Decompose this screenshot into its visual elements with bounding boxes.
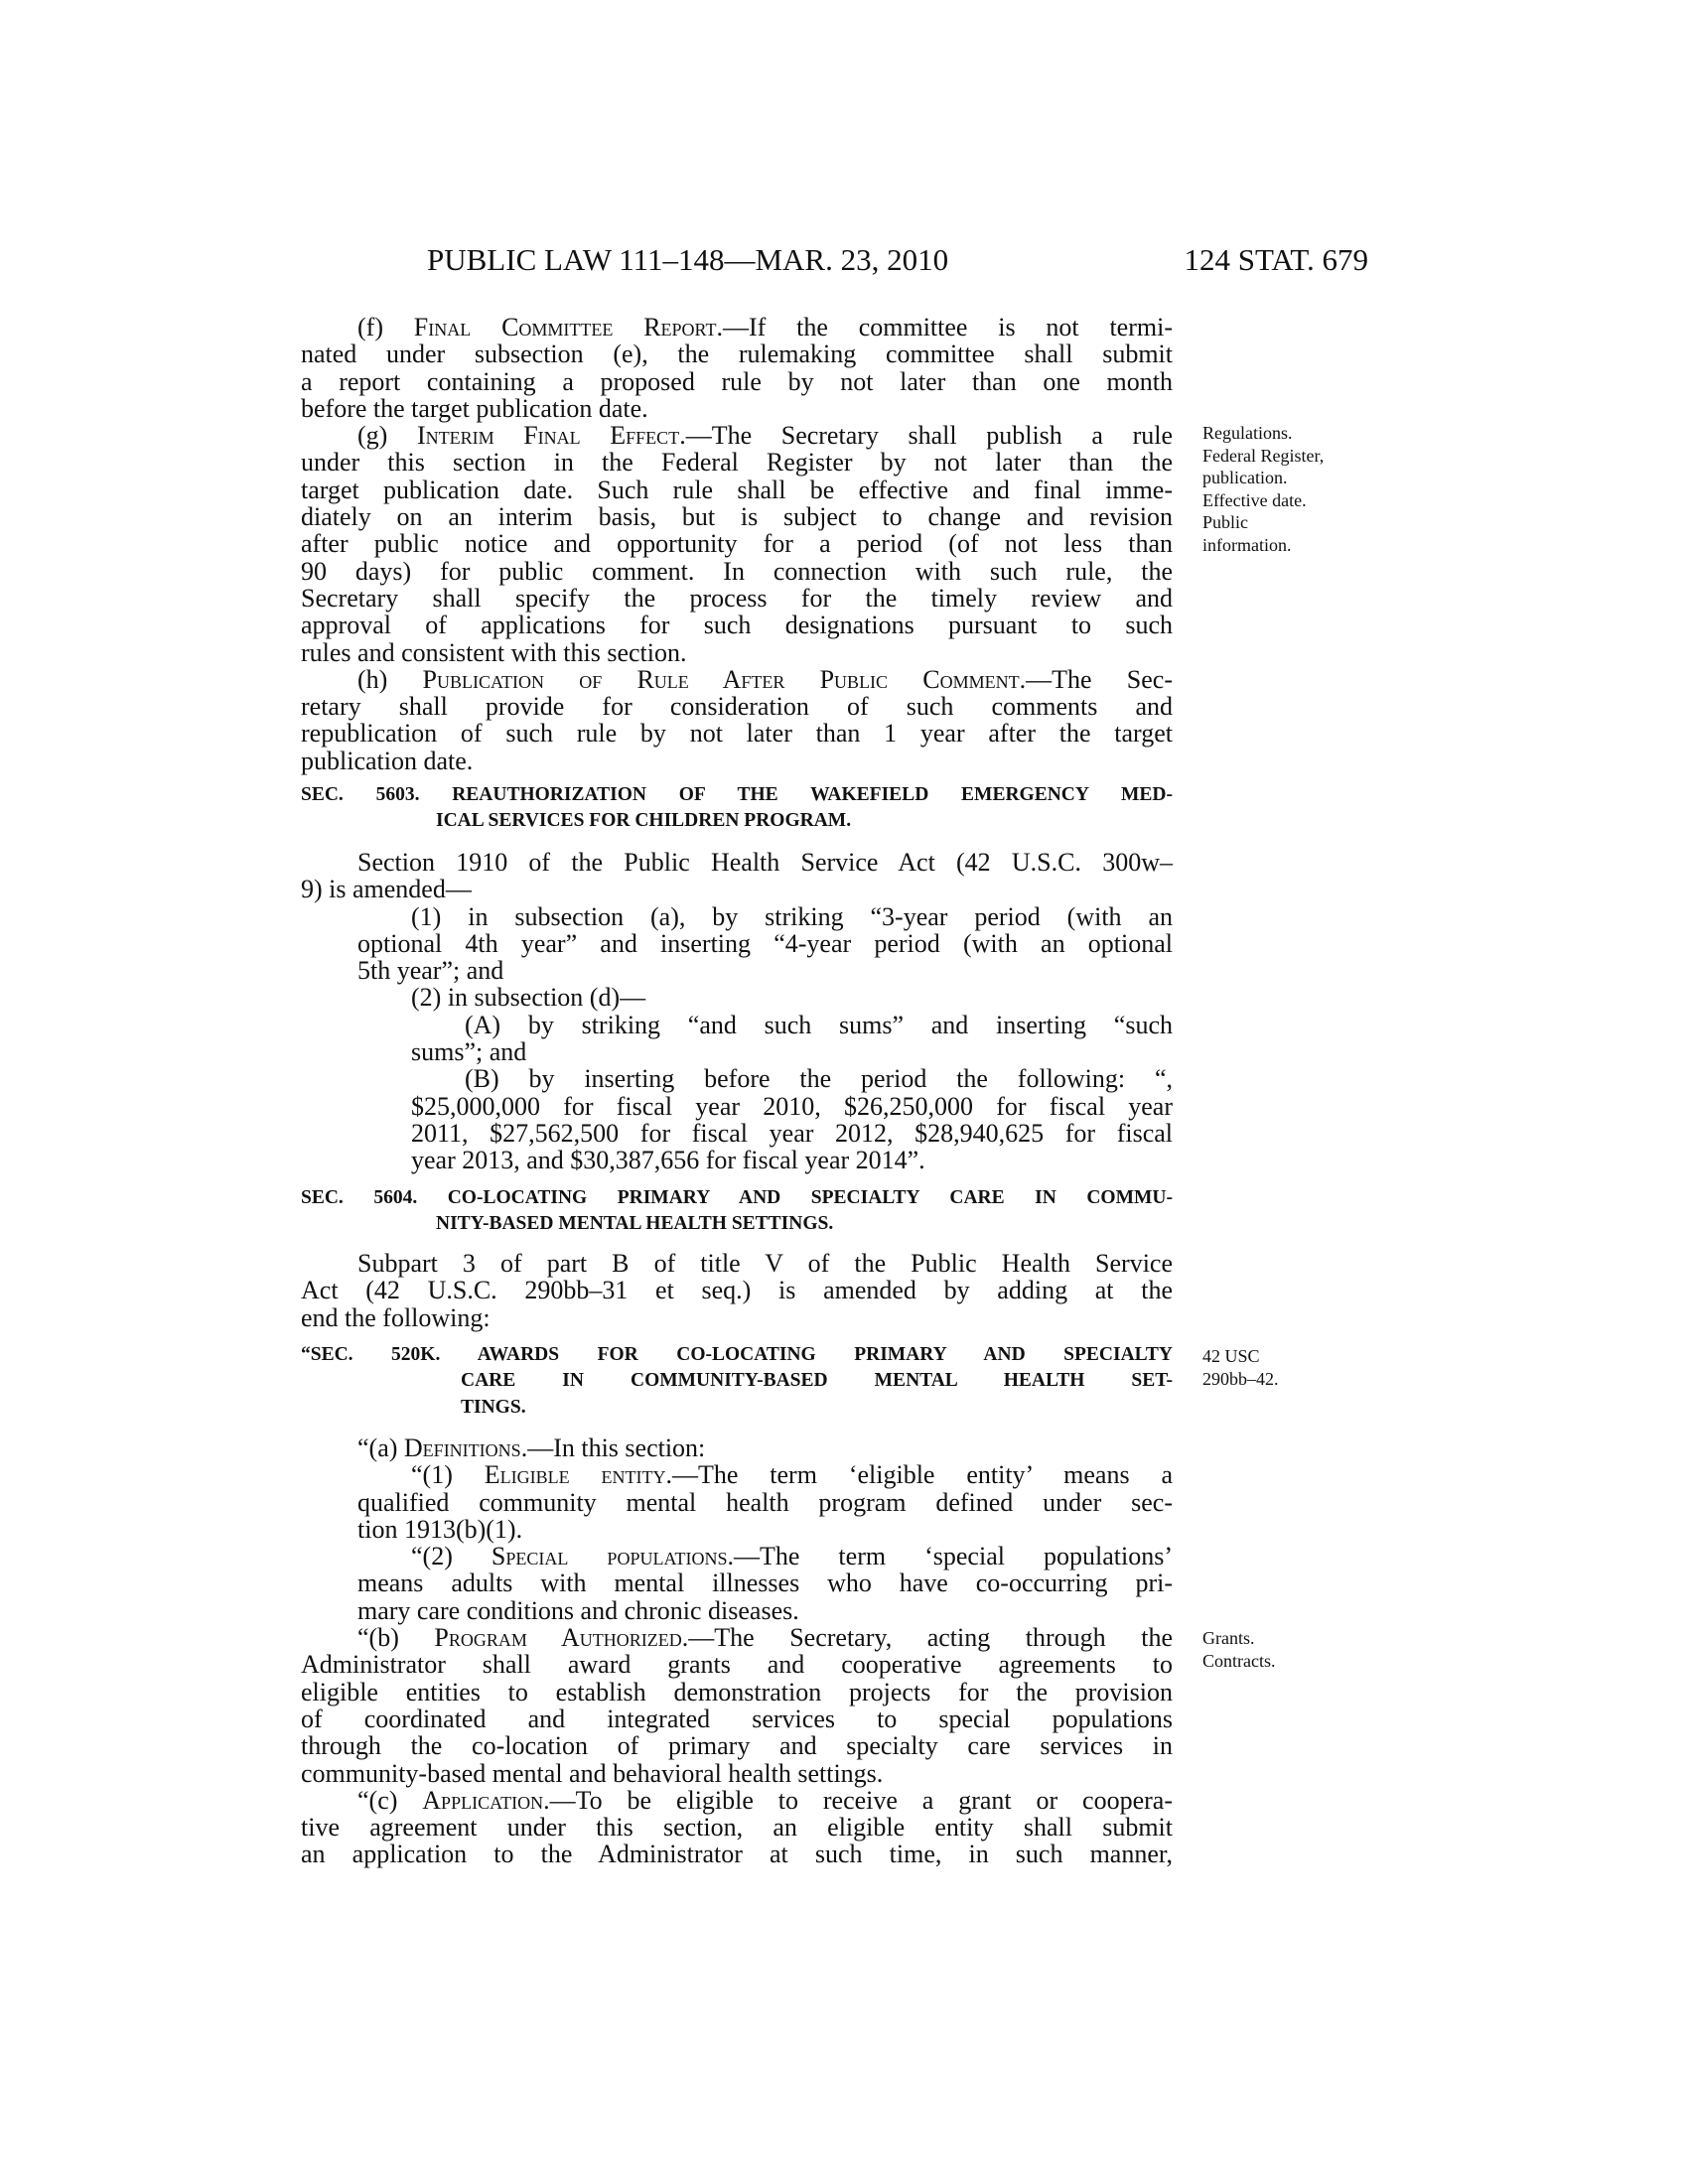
text-segment: .—The term ‘special populations’ [727,1542,1174,1571]
paragraph [301,849,1173,903]
margin-note-line: publication. [1202,468,1288,487]
text-line: Act (42 U.S.C. 290bb–31 et seq.) is amended by adding at the [301,1276,1173,1305]
text-segment: .—The Sec- [1019,664,1173,694]
text-segment: .—The Secretary, acting through the [681,1623,1173,1653]
text-line: after public notice and opportunity for a period (of not less than [301,529,1173,559]
paragraph [301,1787,1173,1868]
text-line: an application to the Administrator at such time, in such manner, [301,1840,1173,1869]
text-segment: “(c) [357,1785,423,1815]
text-line: eligible entities to establish demonstration projects for the provision [301,1677,1173,1706]
running-header-title: PUBLIC LAW 111–148—MAR. 23, 2010 [427,242,949,277]
section-5604-heading [301,1185,1173,1238]
text-line: nated under subsection (e), the rulemaking committee shall submit [301,340,1173,369]
margin-note-line: Grants. [1202,1628,1255,1648]
paragraph [301,422,1173,666]
text-line: mary care conditions and chronic diseases. [357,1595,799,1625]
text-line: end the following: [301,1302,491,1332]
section-5603-text [301,849,1173,1174]
text-line [357,1787,1173,1814]
text-line [357,422,1173,449]
text-line: tive agreement under this section, an eligible entity shall submit [301,1813,1173,1843]
text-segment: “(1) [411,1460,485,1490]
paragraph [301,903,1173,985]
text-line: 9) is amended— [301,875,472,904]
margin-note-line: Public [1202,512,1249,532]
text-line: TINGS. [461,1396,526,1418]
subsection-heading: Special populations [491,1542,728,1571]
text-line: 2011, $27,562,500 for fiscal year 2012, $28,940,625 for fiscal [411,1118,1173,1148]
text-line: republication of such rule by not later than 1 year after the target [301,719,1173,749]
text-line: retary shall provide for consideration of such comments and [301,692,1173,722]
text-segment: .—The term ‘eligible entity’ means a [665,1460,1174,1490]
text-line: before the target publication date. [301,393,648,423]
text-line: (2) in subsection (d)— [411,983,646,1013]
text-line: (A) by striking “and such sums” and inserting “such [465,1010,1173,1039]
paragraph [301,1543,1173,1624]
text-line: SEC. 5604. CO-LOCATING PRIMARY AND SPECIALTY CARE IN COMMU- [301,1187,1173,1208]
subsection-heading: Final Committee Report [413,313,717,341]
text-segment: .—The Secretary shall publish a rule [679,421,1173,451]
text-line: (B) by inserting before the period the following: “, [465,1064,1173,1094]
text-line [411,1543,1173,1570]
text-segment: (f) [357,313,414,341]
text-line: under this section in the Federal Register by not later than the [301,448,1173,478]
text-line [357,1624,1173,1651]
text-line: qualified community mental health program defined under sec- [357,1487,1173,1517]
text-segment: .—In this section: [520,1433,706,1462]
margin-note-line: 290bb–42. [1202,1368,1279,1389]
text-segment: “(2) [411,1542,492,1571]
margin-note-line: Contracts. [1202,1650,1276,1671]
margin-note-line: Federal Register, [1202,445,1325,466]
text-line: Administrator shall award grants and cooperative agreements to [301,1650,1173,1680]
text-segment: (h) [357,664,423,694]
paragraph [301,1250,1173,1331]
text-line: a report containing a proposed rule by not later than one month [301,366,1173,396]
text-segment: “(a) [357,1433,404,1462]
text-line: of coordinated and integrated services to special populations [301,1704,1173,1733]
paragraph [301,984,1173,1011]
subsection-heading: Eligible entity [484,1460,666,1490]
text-line: “SEC. 520K. AWARDS FOR CO-LOCATING PRIMARY AND SPECIALTY [301,1344,1173,1365]
paragraph [301,1624,1173,1787]
text-line: sums”; and [411,1037,527,1067]
text-line [411,1461,1173,1488]
page-number: 124 STAT. 679 [1184,242,1368,277]
margin-note-line: information. [1202,534,1292,555]
subsection-heading: Publication of Rule After Public Comment [422,664,1020,694]
paragraph [301,314,1173,422]
text-line: SEC. 5603. REAUTHORIZATION OF THE WAKEFIELD EMERGENCY MED- [301,784,1173,805]
paragraph [301,1461,1173,1543]
text-line [357,314,1173,341]
text-line: $25,000,000 for fiscal year 2010, $26,250,000 for fiscal year [411,1091,1173,1121]
text-line [357,1434,1173,1461]
text-line: NITY-BASED MENTAL HEALTH SETTINGS. [436,1213,834,1235]
text-line: year 2013, and $30,387,656 for fiscal year 2014”. [411,1146,925,1175]
paragraph [301,1065,1173,1173]
text-line: Secretary shall specify the process for the timely review and [301,583,1173,613]
subsection-heading: Definitions [403,1433,521,1462]
subsection-heading: Application [422,1785,544,1815]
text-segment: (g) [357,421,417,451]
text-line: diately on an interim basis, but is subject to change and revision [301,502,1173,532]
margin-note-line: Effective date. [1202,489,1307,510]
subsection-heading: Program Authorized [434,1623,682,1653]
text-line: target publication date. Such rule shall be effective and final imme- [301,475,1173,504]
text-segment: “(b) [357,1623,435,1653]
text-line: ICAL SERVICES FOR CHILDREN PROGRAM. [436,810,852,832]
subsections-f-g-h [301,314,1173,774]
section-520k-text [301,1434,1173,1868]
section-520k-heading [301,1342,1173,1421]
margin-note-grants [1202,1627,1276,1672]
section-5604-text [301,1250,1173,1331]
text-line: (1) in subsection (a), by striking “3-year period (with an [411,901,1173,931]
text-line: rules and consistent with this section. [301,637,687,667]
text-line: 90 days) for public comment. In connection with such rule, the [301,556,1173,586]
section-5603-heading [301,782,1173,835]
paragraph [301,1012,1173,1066]
margin-note-usc-citation [1202,1345,1279,1390]
subsection-heading: Interim Final Effect [416,421,680,451]
text-line: Subpart 3 of part B of title V of the Public Health Service [357,1249,1173,1278]
text-line: tion 1913(b)(1). [357,1514,523,1544]
text-line: CARE IN COMMUNITY-BASED MENTAL HEALTH SET- [461,1370,1173,1392]
text-line: Section 1910 of the Public Health Service Act (42 U.S.C. 300w– [357,848,1173,877]
text-line: means adults with mental illnesses who have co-occurring pri- [357,1569,1173,1598]
text-line: 5th year”; and [357,956,504,986]
text-line: through the co-location of primary and specialty care services in [301,1731,1173,1761]
margin-note-line: Regulations. [1202,423,1293,443]
text-segment: .—If the committee is not termi- [716,313,1173,341]
margin-note-regulations [1202,422,1324,556]
text-line: community-based mental and behavioral health settings. [301,1758,884,1788]
paragraph [301,666,1173,774]
margin-note-line: 42 USC [1202,1346,1260,1366]
text-segment: .—To be eligible to receive a grant or coopera- [543,1785,1173,1815]
text-line: optional 4th year” and inserting “4-year period (with an optional [357,928,1173,958]
text-line: approval of applications for such designations pursuant to such [301,611,1173,640]
paragraph [301,1434,1173,1461]
text-line: publication date. [301,746,474,775]
text-line [357,666,1173,693]
